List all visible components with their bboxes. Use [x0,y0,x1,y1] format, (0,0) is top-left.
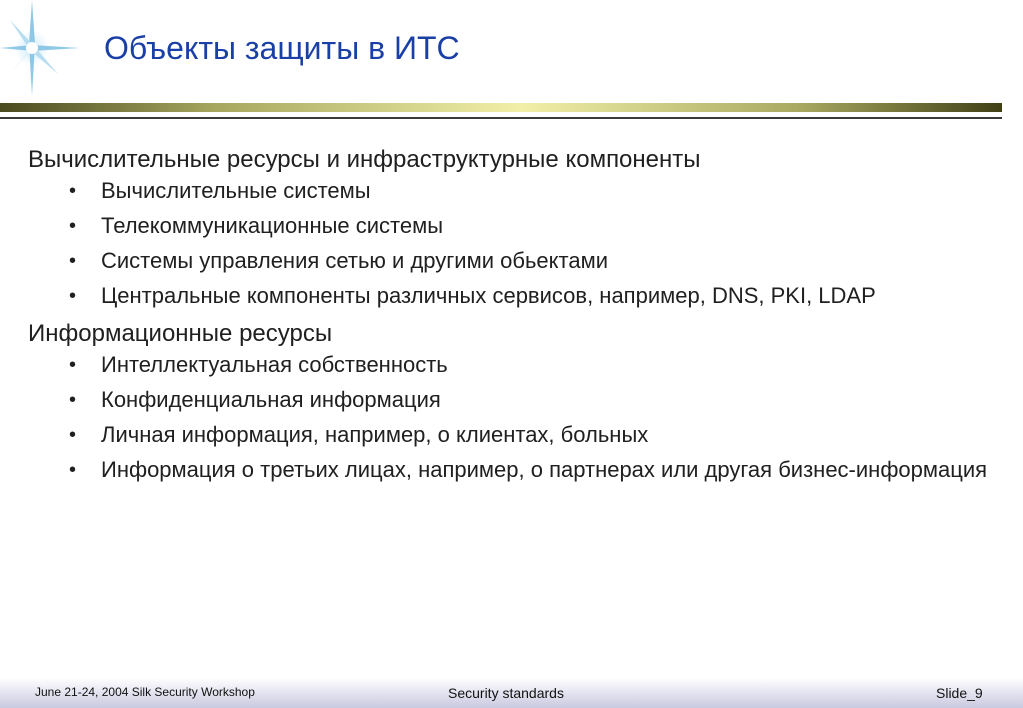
slide-footer [0,678,1023,708]
list-item-text: Системы управления сетью и другими обьектами [101,248,608,273]
list-item-text: Конфиденциальная информация [101,387,441,412]
title-divider-thick [0,103,1002,112]
list-item-text: Вычислительные системы [101,178,371,203]
section-heading: Вычислительные ресурсы и инфраструктурные компоненты [28,146,701,173]
bullet-icon: • [69,459,77,481]
bullet-icon: • [69,424,77,446]
list-item-text: Центральные компоненты различных сервисов, например, DNS, PKI, LDAP [101,283,876,308]
section-heading: Информационные ресурсы [28,320,333,347]
list-item [28,212,1008,240]
bullet-icon: • [69,215,77,237]
list-item [28,351,1008,379]
slide-content [28,143,1008,491]
bullet-icon: • [69,250,77,272]
title-divider-thin [0,117,1002,119]
list-item-text: Интеллектуальная собственность [101,352,448,377]
star-burst-icon [0,0,90,100]
bullet-icon: • [69,354,77,376]
footer-slide-number: Slide_9 [936,685,983,701]
list-item-text: Информация о третьих лицах, например, о партнерах или другая бизнес-информация [101,457,988,482]
bullet-icon: • [69,389,77,411]
list-item [28,177,1008,205]
slide-title: Объекты защиты в ИТС [104,30,460,66]
bullet-icon: • [69,285,77,307]
footer-topic: Security standards [448,685,564,701]
list-item [28,421,1008,449]
bullet-list [28,351,1008,484]
bullet-icon: • [69,180,77,202]
bullet-list [28,177,1008,310]
list-item [28,247,1008,275]
list-item-text: Личная информация, например, о клиентах, больных [101,422,649,447]
list-item [28,386,1008,414]
list-item-text: Телекоммуникационные системы [101,213,444,238]
list-item [28,456,1008,484]
list-item [28,282,1008,310]
footer-event: June 21-24, 2004 Silk Security Workshop [35,685,255,699]
